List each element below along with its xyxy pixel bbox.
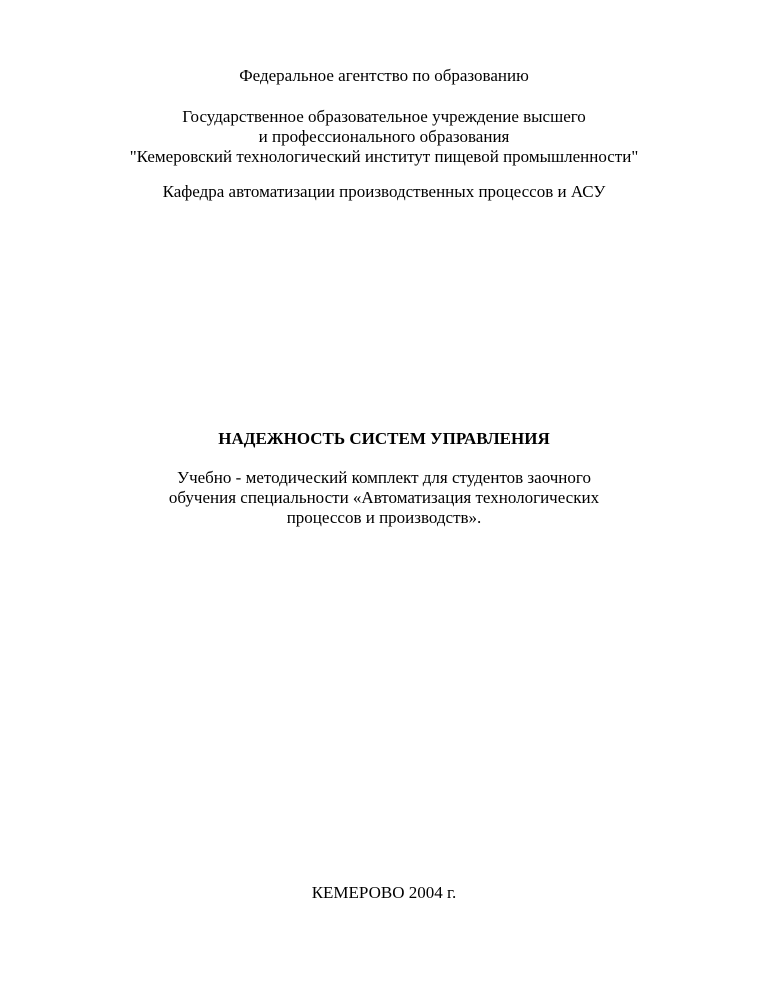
institution-name: "Кемеровский технологический институт пищевой промышленности"	[129, 147, 639, 166]
institution-line-2: и профессионального образования	[258, 127, 510, 146]
city-year: КЕМЕРОВО 2004 г.	[311, 883, 457, 902]
document-title: НАДЕЖНОСТЬ СИСТЕМ УПРАВЛЕНИЯ	[218, 429, 550, 448]
subtitle-line-1: Учебно - методический комплект для студентов заочного	[177, 468, 591, 487]
agency-name: Федеральное агентство по образованию	[239, 66, 529, 85]
subtitle-line-2: обучения специальности «Автоматизация технологических	[168, 488, 600, 507]
institution-line-1: Государственное образовательное учреждение высшего	[182, 107, 586, 126]
department-name: Кафедра автоматизации производственных процессов и АСУ	[162, 182, 606, 201]
subtitle-line-3: процессов и производств».	[286, 508, 482, 527]
